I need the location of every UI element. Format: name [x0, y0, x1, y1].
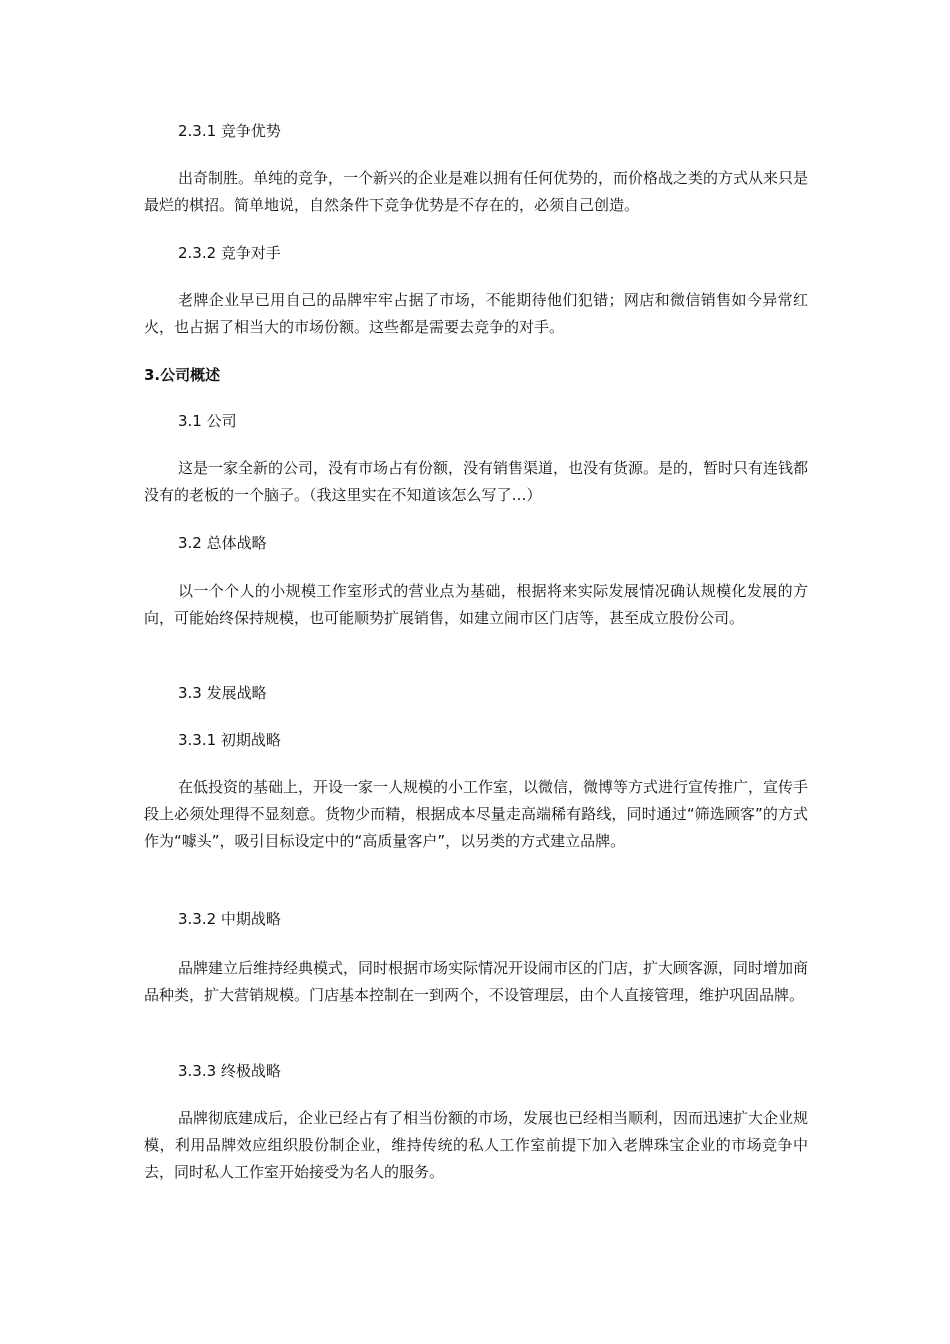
- paragraph-mid-strategy: 品牌建立后维持经典模式，同时根据市场实际情况开设闹市区的门店，扩大顾客源，同时增加商品种类，扩大营销规模。门店基本控制在一到两个，不设管理层，由个人直接管理，维护巩固品牌。: [144, 959, 809, 1004]
- paragraph-company: 这是一家全新的公司，没有市场占有份额，没有销售渠道，也没有货源。是的，暂时只有连钱都没有的老板的一个脑子。（我这里实在不知道该怎么写了…）: [144, 459, 809, 504]
- heading-2-3-1: 2.3.1 竞争优势: [178, 122, 281, 140]
- heading-3-3-1: 3.3.1 初期战略: [178, 731, 281, 749]
- heading-3-2: 3.2 总体战略: [178, 534, 267, 552]
- paragraph-ultimate-strategy: 品牌彻底建成后，企业已经占有了相当份额的市场，发展也已经相当顺利，因而迅速扩大企业规模，利用品牌效应组织股份制企业，维持传统的私人工作室前提下加入老牌珠宝企业的市场竞争中去，同时私人工作室开始接受为名人的服务。: [144, 1109, 809, 1181]
- heading-3-company-overview: 3.公司概述: [144, 366, 221, 384]
- paragraph-competitors: 老牌企业早已用自己的品牌牢牢占据了市场，不能期待他们犯错；网店和微信销售如今异常红火，也占据了相当大的市场份额。这些都是需要去竞争的对手。: [144, 291, 808, 336]
- heading-3-3: 3.3 发展战略: [178, 684, 267, 702]
- heading-2-3-2: 2.3.2 竞争对手: [178, 244, 281, 262]
- paragraph-competitive-advantage: 出奇制胜。单纯的竞争，一个新兴的企业是难以拥有任何优势的，而价格战之类的方式从来只是最烂的棋招。简单地说，自然条件下竞争优势是不存在的，必须自己创造。: [144, 169, 809, 214]
- heading-3-3-2: 3.3.2 中期战略: [178, 910, 281, 928]
- paragraph-overall-strategy: 以一个个人的小规模工作室形式的营业点为基础，根据将来实际发展情况确认规模化发展的方向，可能始终保持规模，也可能顺势扩展销售，如建立闹市区门店等，甚至成立股份公司。: [144, 582, 808, 627]
- paragraph-initial-strategy: 在低投资的基础上，开设一家一人规模的小工作室，以微信，微博等方式进行宣传推广，宣传手段上必须处理得不显刻意。货物少而精，根据成本尽量走高端稀有路线，同时通过“筛选顾客”的方式作为“噱头”，吸引目标设定中的“高质量客户”，以另类的方式建立品牌。: [144, 778, 809, 850]
- heading-3-3-3: 3.3.3 终极战略: [178, 1062, 281, 1080]
- heading-3-1: 3.1 公司: [178, 412, 237, 430]
